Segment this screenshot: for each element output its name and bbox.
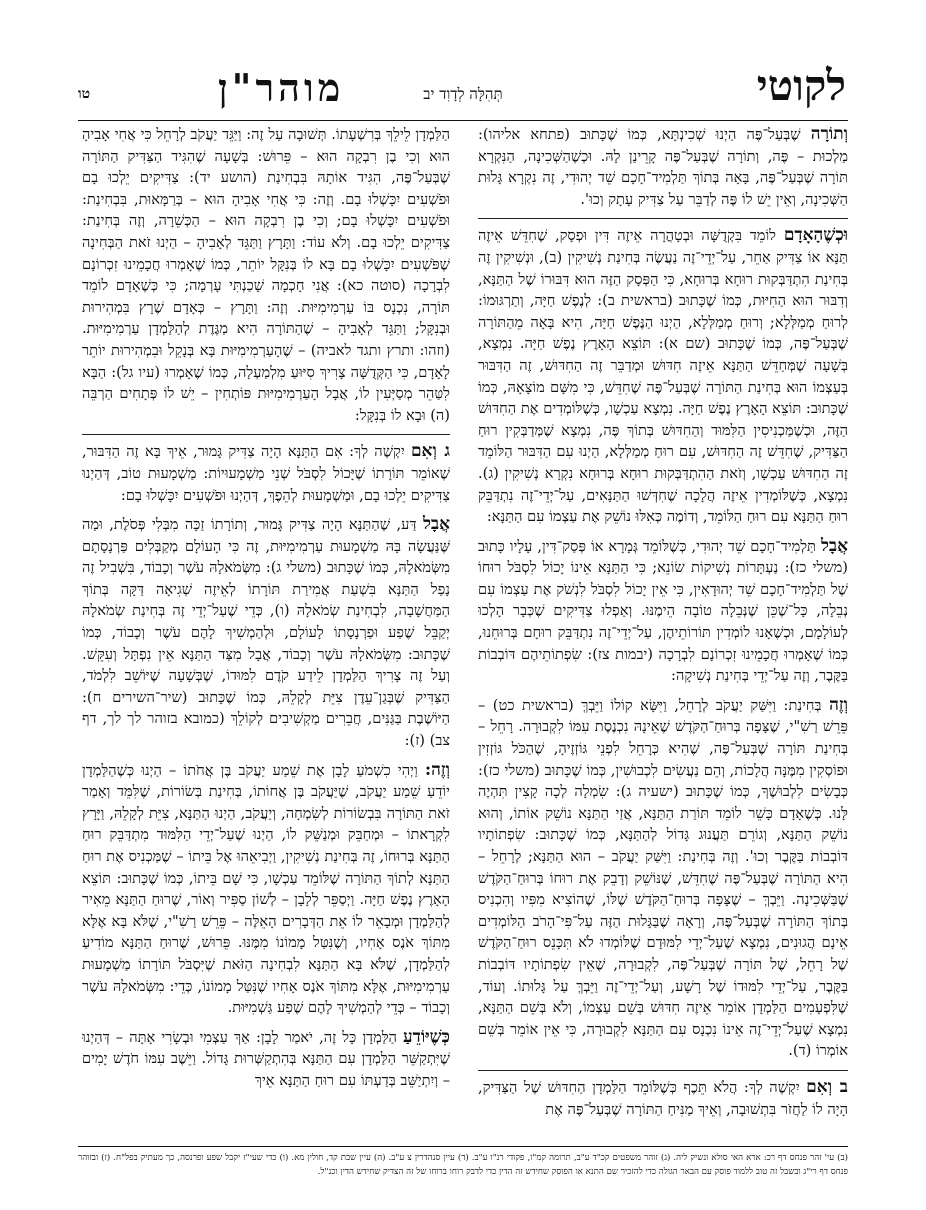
page-header (78, 60, 848, 121)
footnotes: (ב) עי' זהר פנחס דף רכ: ארא האי סולא ונשיק ליה. (ג) זוהר משפטים קכ"ד ע"ב, תרומה קמ"ו, פקודי רנ"ו ע"ב. (ד) עיין סנהדרין צ ע"ב. (ה) עיין שבת קד, חולין מא. (ו) כדי שעי"ז יקבל שפע ופרנסה, כך מעתיק בפל"ח. (ז) ובזוהר פנחס דף רי"ג ובשבל זה טוב ללמוד פוסק עם הבאר הגולה כדי להזכיר שם התנא או הפוסק שחידש זה הדין כדי לדבק רוחו ברוחו של זה הצדיק שחידש הדין וכנ"ל. (78, 1146, 848, 1196)
paragraph-text: הַלַּמְדָן כָּל זֶה, יֹאמַר לָבָן: אַךְ עַצְמִי וּבְשָׂרִי אָתָּה – דְּהַיְנוּ שֶׁיִּתְקַשֵּׁר הַלַּמְדָן עִם הַתַּנָּא בְּהִתְקַשְּׁרוּת גָּדוֹל. וַיֵּשֶׁב עִמּוֹ חֹדֶשׁ יָמִים – וְיִתְיַשֵּׁב בְּדַעְתּוֹ עִם רוּחַ הַתַּנָּא אֵיךְ (82, 1028, 450, 1089)
book-title-left: מוהר"ן (218, 65, 345, 110)
book-title-right: לקוטי (756, 61, 846, 110)
paragraph-lead: וּכְשֶׁהָאָדָם (783, 225, 848, 246)
paragraph (478, 218, 848, 527)
paragraph-lead: אֲבָל (820, 535, 848, 556)
paragraph-text: יִקְשֶׁה לְךָ: אִם הַתַּנָּא הָיָה צַדִּיק גָּמוּר, אֵיךְ בָּא זֶה הַדִּבּוּר, שֶׁאוֹמֵר תּוֹרָתוֹ שֶׁיָּכוֹל לִסְבֹּל שְׁנֵי מַשְׁמָעוּיוֹת: מַשְׁמָעוּת טוֹב, דְּהַיְנוּ צַדִּיקִים יֵלְכוּ בָם, וּמַשְׁמָעוּת לְהֵפֶךְ, דְּהַיְנוּ וּפֹשְׁעִים יִכָּשְׁלוּ בָם: (82, 443, 450, 504)
paragraph-text: לוֹמֵד בִּקְדֻשָּׁה וּבְטָהֳרָה אֵיזֶה דִּין וּפְסָק, שֶׁחִדֵּשׁ אֵיזֶה תַּנָּא אוֹ צַדִּיק אַחֵר, עַל־יְדֵי־זֶה נַעֲשֶׂה בְּחִינַת נְשִׁיקִין (ב), וּנְשִׁיקִין זֶה בְּחִינַת הִתְדַּבְּקוּת רוּחָא בְּרוּחָא, כִּי הַפְּסָק הַזֶּה הוּא דִּבּוּרוֹ שֶׁל הַתַּנָּא, וְדִבּוּר הוּא הַחִיּוּת, כְּמוֹ שֶׁכָּתוּב (בראשית ב): לְנֶפֶשׁ חַיָּה, וְתַרְגּוּמוֹ: לְרוּחַ מְמַלְּלָא; וְרוּחַ מְמַלְּלָא, הַיְנוּ הַנֶּפֶשׁ חַיָּה, הִיא בָּאָה מֵהַתּוֹרָה שֶׁבְּעַל־פֶּה, כְּמוֹ שֶׁכָּתוּב (שם א): תּוֹצֵא הָאָרֶץ נֶפֶשׁ חַיָּה. נִמְצָא, בְּשָׁעָה שֶׁמְּחַדֵּשׁ הַתַּנָּא אֵיזֶה חִדּוּשׁ וּמְדַבֵּר זֶה הַחִדּוּשׁ, זֶה הַדִּבּוּר בְּעַצְמוֹ הוּא בְּחִינַת הַתּוֹרָה שֶׁבְּעַל־פֶּה שֶׁחִדֵּשׁ, כִּי מִשָּׁם מוֹצָאָהּ, כְּמוֹ שֶׁכָּתוּב: תּוֹצֵא הָאָרֶץ נֶפֶשׁ חַיָּה. נִמְצָא עַכְשָׁו, כְּשֶׁלּוֹמְדִים אֶת הַחִדּוּשׁ הַזֶּה, וּכְשֶׁמַּכְנִיסִין הַלִּמּוּד וְהַחִדּוּשׁ בְּתוֹךְ פֶּה, נִמְצָא שֶׁמְּדַבְּקִין רוּחַ הַצַּדִּיק, שֶׁחִדֵּשׁ זֶה הַחִדּוּשׁ, עִם רוּחַ מְמַלְּלָא, הַיְנוּ עִם הַדִּבּוּר הַלּוֹמֵד זֶה הַחִדּוּשׁ עַכְשָׁו, וְזֹאת הַהִתְדַּבְּקוּת רוּחָא בְּרוּחָא נִקְרָא נְשִׁיקִין (ג). נִמְצָא, כְּשֶׁלּוֹמְדִין אֵיזֶה הֲלָכָה שֶׁחִדְּשׁוּ הַתַּנָּאִים, עַל־יְדֵי־זֶה נִתְדַּבֵּק רוּחַ הַתַּנָּא עִם רוּחַ הַלּוֹמֵד, וְדוֹמֶה כְּאִלּוּ נוֹשֵׁק אֶת עַצְמוֹ עִם הַתַּנָּא: (478, 227, 848, 526)
page-number: טו (78, 86, 91, 102)
paragraph (478, 536, 848, 687)
paragraph-text: הַלַּמְדָן לֵילֵךְ בְּרִשְׁעָתוֹ. תְּשׁוּבָה עַל זֶה: וַיַּגֵּד יַעֲקֹב לְרָחֵל כִּי אֲחִי אָבִיהָ הוּא וְכִי בֶן רִבְקָה הוּא – פֵּרוּשׁ: בְּשָׁעָה שֶׁהִגִּיד הַצַּדִּיק הַתּוֹרָה שֶׁבְּעַל־פֶּה, הִגִּיד אוֹתָהּ בִּבְחִינַת (הושע יד): צַדִּיקִים יֵלְכוּ בָם וּפֹשְׁעִים יִכָּשְׁלוּ בָם. וְזֶה: כִּי אֲחִי אָבִיהָ הוּא – בְּרַמָּאוּת, בִּבְחִינַת: וּפֹשְׁעִים יִכָּשְׁלוּ בָם; וְכִי בֶן רִבְקָה הוּא – הַכְּשֵׁרָה, וְזֶה בְּחִינַת: צַדִּיקִים יֵלְכוּ בָם. וְלֹא עוֹד: וַתָּרָץ וַתַּגֵּד לְאָבִיהָ – הַיְנוּ זֹאת הַבְּחִינָה שֶׁפֹּשְׁעִים יִכָּשְׁלוּ בָם בָּא לוֹ בְּנִקָּל יוֹתֵר, כְּמוֹ שֶׁאָמְרוּ חֲכָמֵינוּ זִכְרוֹנָם לִבְרָכָה (סוטה כא): אֲנִי חָכְמָה שָׁכַנְתִּי עָרְמָה; כִּי כְּשֶׁאָדָם לוֹמֵד תּוֹרָה, נִכְנָס בּוֹ עַרְמִימִיּוּת. וְזֶה: וַתָּרָץ – כְּאָדָם שֶׁרָץ בִּמְהִירוּת וּבְנִקָּל; וַתַּגֵּד לְאָבִיהָ – שֶׁהַתּוֹרָה הִיא מַגֶּדֶת לְהַלַּמְדָן עַרְמִימִיּוּת. (וזהו: ותרץ ותגד לאביה) – שֶׁהָעַרְמִימִיּוּת בָּא בְּנָקֵל וּבִמְהִירוּת יוֹתֵר לָאָדָם, כִּי הַקְּדֻשָּׁה צָרִיךְ סִיּוּעַ מִלְמַעְלָה, כְּמוֹ שֶׁאָמְרוּ (עיו גל): הַבָּא לִטַּהֵר מְסַיְּעִין לוֹ, אֲבָל הָעַרְמִימִיּוּת פּוֹתְחִין – יֵשׁ לוֹ פְּתָחִים הַרְבֵּה (ה) וּבָא לוֹ בְּנִקָּל: (82, 126, 450, 424)
paragraph-lead: ג וְאִם (410, 441, 450, 462)
paragraph (478, 124, 848, 210)
paragraph-text: דַּע, שֶׁהַתַּנָּא הָיָה צַדִּיק גָּמוּר, וְתוֹרָתוֹ זַכָּה מִבְּלִי פְּסֹלֶת, וּמַה שֶּׁנַּעֲשָׂה בָּהּ מַשְׁמָעוּת עַרְמִימִיּוּת, זֶה כִּי הָעוֹלָם מְקַבְּלִים פַּרְנָסָתָם מִשְּׂמֹאלָהּ, כְּמוֹ שֶׁכָּתוּב (משלי ג): מִשְּׂמֹאלָהּ עֹשֶׁר וְכָבוֹד, בִּשְׁבִיל זֶה נָפַל הַתַּנָּא בִּשְׁעַת אֲמִירַת תּוֹרָתוֹ לְאֵיזֶה שְׁגִיאָה דַּקָּה בְּתוֹךְ הַמַּחֲשָׁבָה, לִבְחִינַת שְׂמֹאלָהּ (ו), כְּדֵי שֶׁעַל־יְדֵי זֶה בְּחִינַת שְׂמֹאלָהּ יְקַבֵּל שֶׁפַע וּפַרְנָסָתוֹ לָעוֹלָם, וּלְהַמְשִׁיךְ לָהֶם עֹשֶׁר וְכָבוֹד, כְּמוֹ שֶׁכָּתוּב: מִשְּׂמֹאלָהּ עֹשֶׁר וְכָבוֹד, אֲבָל מִצַּד הַתַּנָּא אֵין נִפְתָּל וְעִקֵּשׁ. וְעַל זֶה צָרִיךְ הַלַּמְדָן לֵידַע קֹדֶם לִמּוּדוֹ, שֶׁבְּשָׁעָה שֶׁיּוֹשֵׁב לִלְמֹד, הַצַּדִּיק שֶׁבְּגַן־עֵדֶן צִיֵּת לְקָלֵהּ, כְּמוֹ שֶׁכָּתוּב (שיר־השירים ח): הַיּוֹשֶׁבֶת בַּגַּנִּים, חֲבֵרִים מַקְשִׁיבִים לְקוֹלֵךְ (כמובא בזוהר לך לך, דף צב) (ז): (82, 516, 450, 750)
paragraph (82, 760, 450, 1019)
paragraph-lead: וְזֶה (829, 694, 848, 715)
paragraph-text: שֶׁבְּעַל־פֶּה הַיְנוּ שְׁכִינְתָּא, כְּמוֹ שֶׁכָּתוּב (פתחא אליהו): מַלְכוּת – פֶּה, וְתוֹרָה שֶׁבְּעַל־פֶּה קָרֵינַן לָהּ. וּכְשֶׁהַשְּׁכִינָה, הַנִּקְרָא תּוֹרָה שֶׁבְּעַל־פֶּה, בָּאָה בְּתוֹךְ תַּלְמִיד־חָכָם שֵׁד יְהוּדִי, זֶה נִקְרָא גָּלוּת הַשְּׁכִינָה, וְאֵין יֵשׁ לוֹ פֶּה לְדַבֵּר עַל צַדִּיק עָתָק וְכוּ'. (478, 126, 848, 208)
paragraph (82, 124, 450, 426)
right-column (478, 124, 848, 1139)
paragraph-lead: אֲבָל (422, 514, 450, 535)
paragraph (82, 514, 450, 752)
paragraph-text: בְּחִינַת: וַיִּשַּׁק יַעֲקֹב לְרָחֵל, וַיִּשָּׂא קוֹלוֹ וַיֵּבְךְּ (בראשית כט) – פֵּרֵשׁ רַשִׁ"י, שֶׁצָּפָה בְּרוּחַ־הַקֹּדֶשׁ שֶׁאֵינָהּ נִכְנֶסֶת עִמּוֹ לִקְבוּרָה. רָחֵל – בְּחִינַת תּוֹרָה שֶׁבְּעַל־פֶּה, שֶׁהִיא כְּרָחֵל לִפְנֵי גּוֹזְזֶיהָ, שֶׁהַכֹּל גּוֹזְזִין וּפוֹסְקִין מִמֶּנָּה הֲלָכוֹת, וְהֵם נַעֲשִׂים לִכְבוּשִׁין, כְּמוֹ שֶׁכָּתוּב (משלי כז): כְּבָשִׂים לִלְבוּשֶׁךָ, כְּמוֹ שֶׁכָּתוּב (ישעיה ג): שִׂמְלָה לְכָה קָצִין תִּהְיֶה לָּנוּ. כְּשֶׁאָדָם כָּשֵׁר לוֹמֵד תּוֹרַת הַתַּנָּא, אֲזַי הַתַּנָּא נוֹשֵׁק אוֹתוֹ, וְהוּא נוֹשֵׁק הַתַּנָּא, וְגוֹרֵם תַּעֲנוּג גָּדוֹל לְהַתַּנָּא, כְּמוֹ שֶׁכָּתוּב: שִׂפְתוֹתָיו דּוֹבְבוֹת בַּקֶּבֶר וְכוּ'. וְזֶה בְּחִינַת: וַיִּשַּׁק יַעֲקֹב – הוּא הַתַּנָּא; לְרָחֵל – הִיא הַתּוֹרָה שֶׁבְּעַל־פֶּה שֶׁחִדֵּשׁ, שֶׁנּוֹשֵׁק וְדָבֵק אֶת רוּחוֹ בְּרוּחַ־הַקֹּדֶשׁ שֶׁבַּשְּׁכִינָה. וַיֵּבְךְּ – שֶׁצָּפָה בְּרוּחַ־הַקֹּדֶשׁ שֶׁלּוֹ, שֶׁהוֹצִיא מִפִּיו וְהִכְנִיס בְּתוֹךְ הַתּוֹרָה שֶׁבְּעַל־פֶּה, וְרָאָה שֶׁבַּגָּלוּת הַזֶּה עַל־פִּי־הָרֹב הַלּוֹמְדִים אֵינָם הֲגוּנִים, נִמְצָא שֶׁעַל־יְדֵי לִמּוּדָם שֶׁלּוֹמְדוּ לֹא תִּכָּנֵס רוּחַ־הַקֹּדֶשׁ שֶׁל רָחֵל, שֶׁל תּוֹרָה שֶׁבְּעַל־פֶּה, לִקְבוּרָה, שֶׁאֵין שִׂפְתוֹתָיו דּוֹבְבוֹת בַּקֶּבֶר, עַל־יְדֵי לִמּוּדוֹ שֶׁל רָשָׁע, וְעַל־יְדֵי־זֶה וַיֵּבְךְּ עַל גָּלוּתוֹ. וְעוֹד, שֶׁלִּפְעָמִים הַלַּמְדָן אוֹמֵר אֵיזֶה חִדּוּשׁ בְּשֵׁם עַצְמוֹ, וְלֹא בְּשֵׁם הַתַּנָּא, נִמְצָא שֶׁעַל־יְדֵי־זֶה אֵינוֹ נִכְנָס עִם הַתַּנָּא לִקְבוּרָה, כִּי אֵין אוֹמֵר בְּשֵׁם אוֹמְרוֹ (ד). (478, 696, 848, 1060)
paragraph (478, 1070, 848, 1120)
paragraph-lead: וְזֶה: (424, 759, 450, 780)
paragraph-text: תַּלְמִיד־חָכָם שֵׁד יְהוּדִי, כְּשֶׁלּוֹמֵד גְּמָרָא אוֹ פְּסַק־דִּין, עָלָיו כָּתוּב (משלי כז): נַעְתָּרוֹת נְשִׁיקוֹת שׂוֹנֵא; כִּי הַתַּנָּא אֵינוֹ יָכוֹל לִסְבֹּל רוּחוֹ שֶׁל תַּלְמִיד־חָכָם שֵׁד יְהוּדָאִין, כִּי אֵין יָכוֹל לִסְבֹּל לִנְשֹׁק אֶת עַצְמוֹ עִם נְבֵלָה, כָּל־שֶׁכֵּן שֶׁנְּבֵלָה טוֹבָה הֵימֶנּוּ. וְאַפְלוּ צַדִּיקִים שֶׁכְּבָר הָלְכוּ לְעוֹלָמָם, וּכְשֶׁאָנוּ לוֹמְדִין תּוֹרוֹתֵיהֶן, עַל־יְדֵי־זֶה נִתְדַּבֵּק רוּחָם בְּרוּחֵנוּ, כְּמוֹ שֶׁאָמְרוּ חֲכָמֵינוּ זִכְרוֹנָם לִבְרָכָה (יבמות צז): שִׂפְתוֹתֵיהֶם דּוֹבְבוֹת בַּקֶּבֶר, וְזֶה עַל־יְדֵי בְּחִינַת נְשִׁיקָה: (478, 537, 848, 685)
paragraph (82, 1027, 450, 1092)
chapter-heading: תְּהִלָּה לְדָוִד יב (423, 85, 503, 103)
paragraph-lead: כְּשֶׁיּוֹדֵעַ (403, 1026, 450, 1047)
paragraph (478, 695, 848, 1062)
left-column (82, 124, 450, 1139)
paragraph-lead: ב וְאִם (806, 1076, 848, 1097)
paragraph (82, 434, 450, 506)
paragraph-lead: וְתוֹרָה (810, 124, 848, 144)
paragraph-text: וַיְהִי כִשְׁמֹעַ לָבָן אֶת שֵׁמַע יַעֲקֹב בֶּן אֲחֹתוֹ – הַיְנוּ כְּשֶׁהַלַּמְדָן יוֹדֵעַ שֵׁמַע יַעֲקֹב, שֶׁיַּעֲקֹב בֶּן אֲחוֹתוֹ, בְּחִינַת בְּשׂוֹרוֹת, שֶׁלִּמֵּד וְאָמַר זֹאת הַתּוֹרָה בִּבְשׂוֹרוֹת לְשִׂמְחָה, וְיַעֲקֹב, הַיְנוּ הַתַּנָּא, צִיֵּת לְקָלֵהּ, וַיָּרָץ לִקְרָאתוֹ – וּמְחַבֵּק וּמְנַשֵּׁק לוֹ, הַיְנוּ שֶׁעַל־יְדֵי הַלִּמּוּד מִתְדַּבֵּק רוּחַ הַתַּנָּא בְּרוּחוֹ, זֶה בְּחִינַת נְשִׁיקִין, וַיְבִיאֵהוּ אֶל בֵּיתוֹ – שֶׁמַּכְנִיס אֶת רוּחַ הַתַּנָּא לְתוֹךְ הַתּוֹרָה שֶׁלּוֹמֵד עַכְשָׁו, כִּי שָׁם בֵּיתוֹ, כְּמוֹ שֶׁכָּתוּב: תּוֹצֵא הָאָרֶץ נֶפֶשׁ חַיָּה. וַיְסַפֵּר לְלָבָן – לְשׁוֹן סַפִּיר וְאוֹר, שֶׁרוּחַ הַתַּנָּא מֵאִיר לְהַלַּמְדָן וּמְבָאֵר לוֹ אֵת הַדְּבָרִים הָאֵלֶּה – פֵּרֵשׁ רַשִׁ"י, שֶׁלֹּא בָּא אֶלָּא מִתּוֹךְ אֹנֶס אָחִיו, וְשֶׁנִּטַּל מָמוֹנוֹ מִמֶּנּוּ. פֵּרוּשׁ, שֶׁרוּחַ הַתַּנָּא מוֹדִיעַ לְהַלַּמְדָן, שֶׁלֹּא בָּא הַתַּנָּא לִבְחִינָה הַזֹּאת שֶׁיִּסְבֹּל תּוֹרָתוֹ מַשְׁמָעוּת עַרְמִימִיּוּת, אֶלָּא מִתּוֹךְ אֹנֶס אָחִיו שֶׁנִּטַּל מָמוֹנוֹ, כְּדֵי: מִשְּׂמֹאלָהּ עֹשֶׁר וְכָבוֹד – כְּדֵי לְהַמְשִׁיךְ לָהֶם שֶׁפַע גַּשְׁמִיּוּת. (82, 761, 450, 1017)
paragraph-text: יִקְשֶׁה לְךָ: הֲלֹא תֵּכֶף כְּשֶׁלּוֹמֵד הַלַּמְדָן הַחִדּוּשׁ שֶׁל הַצַּדִּיק, הָיָה לוֹ לַחֲזֹר בִּתְשׁוּבָה, וְאֵיךְ מַנִּיחַ הַתּוֹרָה שֶׁבְּעַל־פֶּה אֶת (478, 1078, 848, 1118)
